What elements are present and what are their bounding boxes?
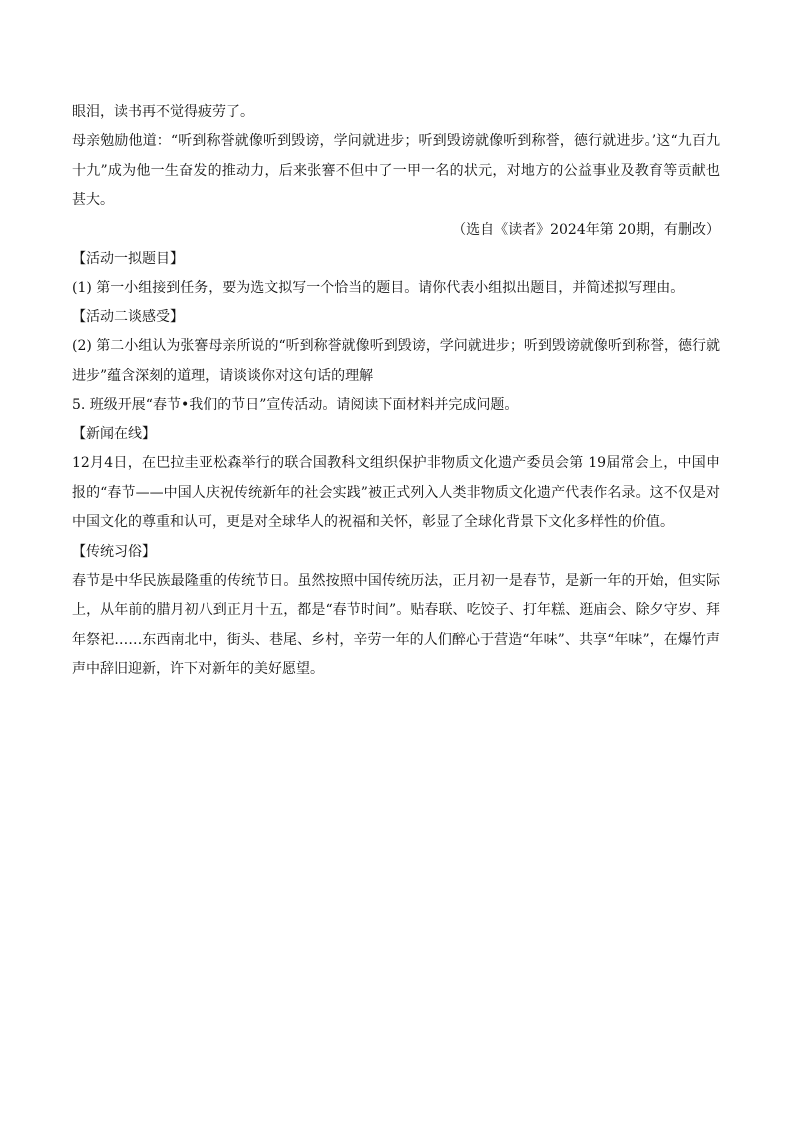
news-heading: 【新闻在线】 [72, 426, 156, 442]
news-body: 12月4日，在巴拉圭亚松森举行的联合国教科文组织保护非物质文化遗产委员会第 19届常会上，中国申报的“春节——中国人庆祝传统新年的社会实践”被正式列入人类非物质文化遗产代表作名录。这不仅是对中国文化的尊重和认可，更是对全球华人的祝福和关怀，彰显了全球化背景下文化多样性的价值。 [72, 455, 720, 530]
activity2-question: (2) 第二小组认为张謇母亲所说的“听到称誉就像听到毁谤，学问就进步；听到毁谤就像听到称誉，德行就进步”蕴含深刻的道理，请谈谈你对这句话的理解 [72, 338, 720, 384]
activity2-heading: 【活动二谈感受】 [72, 309, 184, 325]
mother-quote-paragraph: 母亲勉励他道：“听到称誉就像听到毁谤，学问就进步；听到毁谤就像听到称誉，德行就进步。’这“九百九十九”成为他一生奋发的推动力，后来张謇不但中了一甲一名的状元，对地方的公益事业及教育等贡献也甚大。 [72, 133, 720, 208]
custom-body: 春节是中华民族最隆重的传统节日。虽然按照中国传统历法，正月初一是春节，是新一年的开始，但实际上，从年前的腊月初八到正月十五，都是“春节时间”。贴春联、吃饺子、打年糕、逛庙会、除夕守岁、拜年祭祀……东西南北中，街头、巷尾、乡村，辛劳一年的人们醉心于营造“年味”、共享“年味”，在爆竹声声中辞旧迎新，许下对新年的美好愿望。 [72, 572, 720, 677]
question5-intro: 5. 班级开展“春节•我们的节日”宣传活动。请阅读下面材料并完成问题。 [72, 397, 519, 413]
activity1-heading: 【活动一拟题目】 [72, 250, 184, 267]
source-citation: （选自《读者》2024年第 20期，有删改） [452, 221, 720, 238]
passage-continuation: 眼泪，读书再不觉得疲劳了。 [72, 104, 254, 120]
document-page [72, 98, 720, 685]
activity1-question: (1) 第一小组接到任务，要为选文拟写一个恰当的题目。请你代表小组拟出题目，并简述拟写理由。 [72, 279, 685, 296]
custom-heading: 【传统习俗】 [72, 543, 156, 560]
